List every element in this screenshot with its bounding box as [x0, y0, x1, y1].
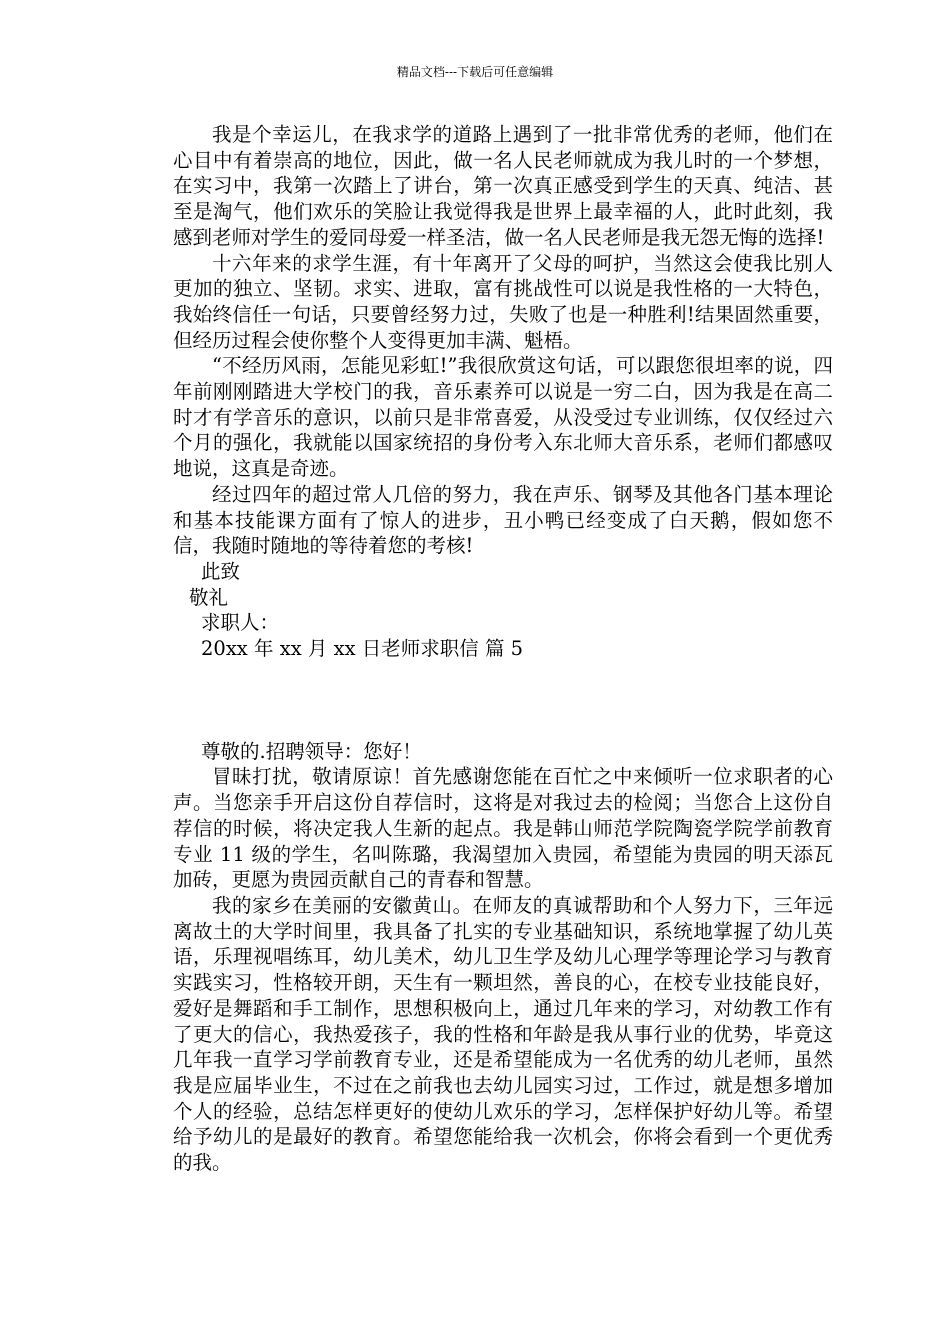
closing-zhici: 此致 [201, 559, 241, 583]
closing-jingli: 敬礼 [189, 585, 229, 609]
section-gap [173, 662, 833, 739]
page-header: 精品文档---下载后可任意编辑 [396, 65, 554, 79]
document-body [173, 122, 833, 1176]
closing-applicant: 求职人： [201, 611, 280, 635]
paragraph-introduction: 冒昧打扰，敬请原谅！首先感谢您能在百忙之中来倾听一位求职者的心声。当您亲手开启这份自荐信时，这将是对我过去的检阅；当您合上这份自荐信的时候，将决定我人生新的起点。我是韩山师范学院陶瓷学院学前教育专业 11 级的学生，名叫陈璐，我渴望加入贵园，希望能为贵园的明天添瓦加砖，更愿为贵园贡献自己的青春和智慧。 [173, 765, 833, 892]
paragraph-sixteen-years: 十六年来的求学生涯，有十年离开了父母的呵护，当然这会使我比别人更加的独立、坚韧。求实、进取，富有挑战性可以说是我性格的一大特色，我始终信任一句话，只要曾经努力过，失败了也是一种胜利!结果固然重要，但经历过程会使你整个人变得更加丰满、魁梧。 [173, 251, 833, 352]
paragraph-hometown: 我的家乡在美丽的安徽黄山。在师友的真诚帮助和个人努力下，三年远离故土的大学时间里，我具备了扎实的专业基础知识，系统地掌握了幼儿英语，乐理视唱练耳，幼儿美术，幼儿卫生学及幼儿心理学等理论学习与教育实践实习，性格较开朗，天生有一颗坦然，善良的心，在校专业技能良好，爱好是舞蹈和手工制作，思想积极向上，通过几年来的学习，对幼教工作有了更大的信心，我热爱孩子，我的性格和年龄是我从事行业的优势，毕竟这几年我一直学习学前教育专业，还是希望能成为一名优秀的幼儿老师，虽然我是应届毕业生，不过在之前我也去幼儿园实习过，工作过，就是想多增加个人的经验，总结怎样更好的使幼儿欢乐的学习，怎样保护好幼儿等。希望给予幼儿的是最好的教育。希望您能给我一次机会，你将会看到一个更优秀的我。 [173, 893, 833, 1175]
paragraph-lucky: 我是个幸运儿，在我求学的道路上遇到了一批非常优秀的老师，他们在心目中有着崇高的地位，因此，做一名人民老师就成为我儿时的一个梦想，在实习中，我第一次踏上了讲台，第一次真正感受到学生的天真、纯洁、甚至是淘气，他们欢乐的笑脸让我觉得我是世界上最幸福的人，此时此刻，我感到老师对学生的爱同母爱一样圣洁，做一名人民老师是我无怨无悔的选择! [173, 123, 833, 249]
greeting: 尊敬的.招聘领导：您好！ [201, 739, 422, 763]
paragraph-rainbow: “不经历风雨，怎能见彩虹!”我很欣赏这句话，可以跟您很坦率的说，四年前刚刚踏进大学校门的我，音乐素养可以说是一穷二白，因为我是在高二时才有学音乐的意识，以前只是非常喜爱，从没受过专业训练，仅仅经过六个月的强化，我就能以国家统招的身份考入东北师大音乐系，老师们都感叹地说，这真是奇迹。 [173, 354, 833, 481]
date-and-section-title: 20xx 年 xx 月 xx 日老师求职信 篇 5 [201, 637, 524, 661]
paragraph-four-years: 经过四年的超过常人几倍的努力，我在声乐、钢琴及其他各门基本理论和基本技能课方面有了惊人的进步，丑小鸭已经变成了白天鹅，假如您不信，我随时随地的等待着您的考核! [173, 482, 833, 558]
